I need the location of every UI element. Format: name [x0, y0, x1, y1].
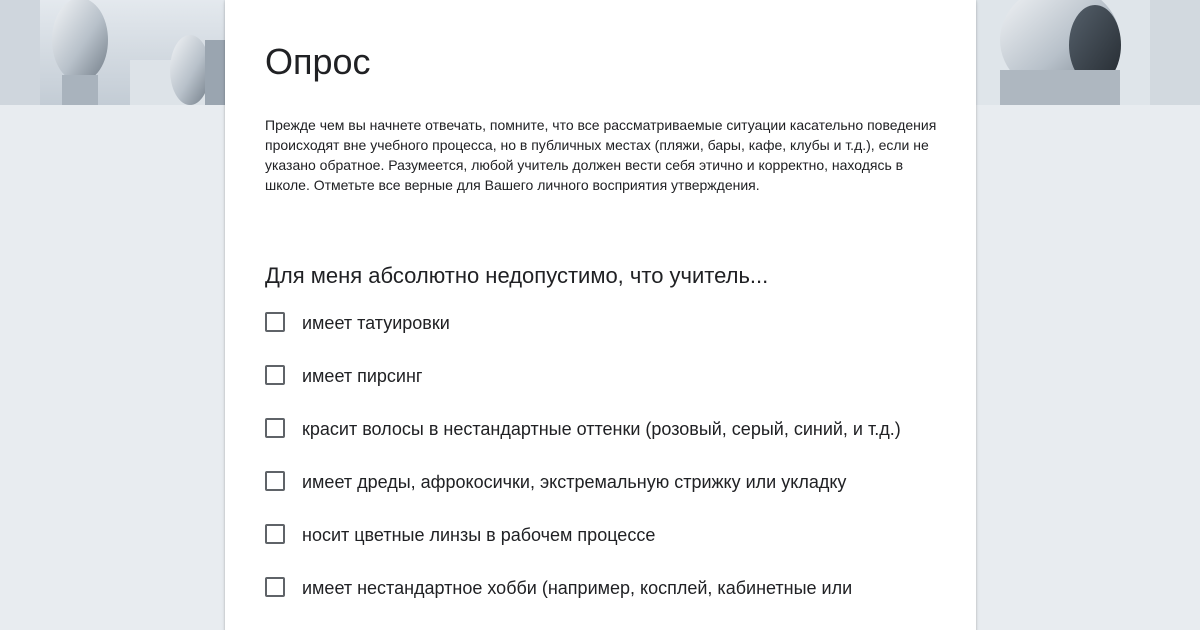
option-label[interactable]: имеет пирсинг: [302, 366, 423, 386]
checkbox-hairstyle[interactable]: [265, 471, 285, 491]
checkbox-options-list: [265, 310, 945, 628]
option-label[interactable]: имеет татуировки: [302, 313, 450, 333]
checkbox-color-lenses[interactable]: [265, 524, 285, 544]
question-title: Для меня абсолютно недопустимо, что учитель...: [265, 263, 769, 288]
checkbox-tattoos[interactable]: [265, 312, 285, 332]
form-title: Опрос: [265, 41, 371, 82]
form-description: Прежде чем вы начнете отвечать, помните, что все рассматриваемые ситуации касательно поведения происходят вне учебного процесса, но в публичных местах (пляжи, бары, кафе, клубы и т.д.), если не указано обратное. Разумеется, любой учитель должен вести себя этично и корректно, находясь в школе. Отметьте все верные для Вашего личного восприятия утверждения.: [265, 117, 937, 193]
option-hair-color[interactable]: [265, 416, 945, 442]
option-label[interactable]: имеет нестандартное хобби (например, косплей, кабинетные или: [302, 578, 853, 598]
form-card: [225, 0, 976, 630]
checkbox-piercing[interactable]: [265, 365, 285, 385]
option-piercing[interactable]: [265, 363, 945, 389]
checkbox-unusual-hobby[interactable]: [265, 577, 285, 597]
option-label[interactable]: имеет дреды, афрокосички, экстремальную стрижку или укладку: [302, 472, 847, 492]
checkbox-hair-color[interactable]: [265, 418, 285, 438]
option-color-lenses[interactable]: [265, 522, 945, 548]
option-hairstyle[interactable]: [265, 469, 945, 495]
option-unusual-hobby[interactable]: [265, 575, 945, 601]
option-tattoos[interactable]: [265, 310, 945, 336]
option-label[interactable]: красит волосы в нестандартные оттенки (розовый, серый, синий, и т.д.): [302, 419, 901, 439]
option-label[interactable]: носит цветные линзы в рабочем процессе: [302, 525, 656, 545]
